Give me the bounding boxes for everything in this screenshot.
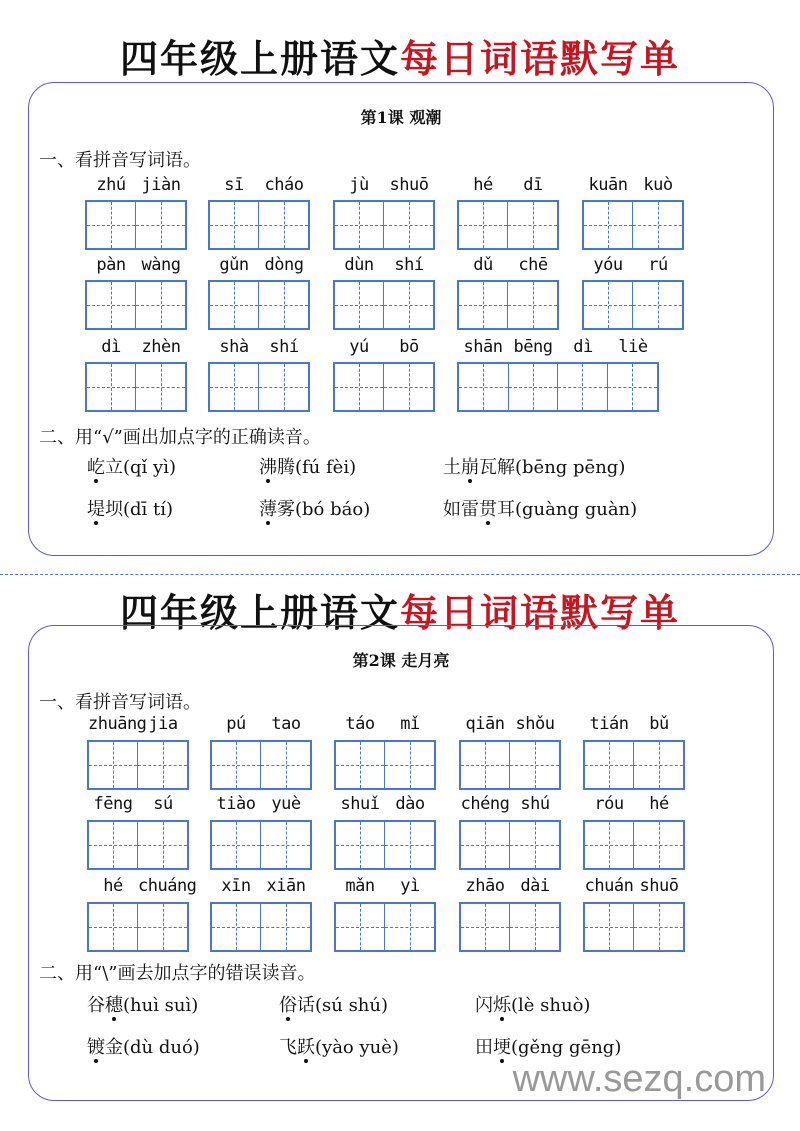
dotted-character: 屹 bbox=[87, 457, 105, 478]
grid-cell[interactable] bbox=[508, 282, 557, 328]
pinyin-label: jiàn bbox=[141, 175, 181, 195]
grid-cell[interactable] bbox=[87, 364, 136, 410]
grid-cell[interactable] bbox=[459, 282, 508, 328]
dotted-character: 堤 bbox=[87, 499, 105, 520]
writing-grid[interactable] bbox=[459, 820, 561, 870]
grid-cell[interactable] bbox=[384, 202, 433, 248]
pinyin-label: rú bbox=[648, 255, 668, 275]
grid-cell[interactable] bbox=[384, 364, 433, 410]
item-text: 谷 bbox=[87, 995, 105, 1016]
pinyin-label: shǒu bbox=[515, 714, 555, 734]
writing-grid[interactable] bbox=[334, 902, 436, 952]
section-heading-2: 二、用“\”画去加点字的错误读音。 bbox=[39, 963, 316, 984]
grid-cell[interactable] bbox=[261, 822, 310, 868]
grid-cell[interactable] bbox=[259, 202, 308, 248]
dotted-character: 沸 bbox=[259, 457, 277, 478]
pinyin-label: mǐ bbox=[400, 714, 420, 734]
pinyin-label: kuān bbox=[588, 175, 628, 195]
pinyin-label: dào bbox=[395, 794, 425, 814]
grid-cell[interactable] bbox=[261, 904, 310, 950]
grid-cell[interactable] bbox=[510, 822, 559, 868]
item-text: 土 bbox=[443, 457, 461, 478]
pinyin-label: shí bbox=[394, 255, 424, 275]
pronunciation-item[interactable] bbox=[475, 1033, 621, 1059]
writing-grid[interactable] bbox=[208, 200, 310, 250]
pinyin-label: shú bbox=[520, 794, 550, 814]
grid-cell[interactable] bbox=[261, 742, 310, 788]
grid-cell[interactable] bbox=[633, 202, 682, 248]
pinyin-label: shí bbox=[269, 337, 299, 357]
pinyin-label: dì bbox=[573, 337, 593, 357]
item-pinyin-options: (huì suì) bbox=[123, 995, 199, 1016]
pinyin-label: shān bbox=[463, 337, 503, 357]
title-red: 每日词语默写单 bbox=[400, 591, 681, 635]
grid-cell[interactable] bbox=[335, 202, 384, 248]
pinyin-label: wàng bbox=[141, 255, 181, 275]
grid-cell[interactable] bbox=[87, 282, 136, 328]
title-black: 四年级上册语文 bbox=[119, 591, 400, 635]
grid-cell[interactable] bbox=[259, 282, 308, 328]
grid-cell[interactable] bbox=[138, 904, 187, 950]
lesson-1-panel bbox=[28, 82, 774, 556]
pronunciation-item[interactable] bbox=[87, 495, 173, 521]
grid-cell[interactable] bbox=[634, 742, 683, 788]
dotted-character: 烁 bbox=[493, 995, 511, 1016]
pinyin-label: gǔn bbox=[219, 255, 249, 275]
item-pinyin-options: (gěng gēng) bbox=[511, 1037, 622, 1058]
pinyin-label: yóu bbox=[593, 255, 623, 275]
grid-cell[interactable] bbox=[335, 282, 384, 328]
pinyin-label: sī bbox=[224, 175, 244, 195]
item-text: 闪 bbox=[475, 995, 493, 1016]
pinyin-label: bǔ bbox=[649, 714, 669, 734]
grid-cell[interactable] bbox=[608, 364, 658, 410]
writing-grid[interactable] bbox=[85, 362, 187, 412]
writing-grid[interactable] bbox=[583, 820, 685, 870]
grid-cell[interactable] bbox=[210, 202, 259, 248]
grid-cell[interactable] bbox=[584, 202, 633, 248]
grid-cell[interactable] bbox=[633, 282, 682, 328]
pinyin-label: bō bbox=[399, 337, 419, 357]
dotted-character: 贯 bbox=[479, 499, 497, 520]
writing-grid[interactable] bbox=[334, 740, 436, 790]
item-text: 田 bbox=[475, 1037, 493, 1058]
pinyin-label: dùn bbox=[344, 255, 374, 275]
writing-grid[interactable] bbox=[210, 820, 312, 870]
writing-grid[interactable] bbox=[333, 200, 435, 250]
grid-cell[interactable] bbox=[136, 282, 185, 328]
pinyin-label: yuè bbox=[271, 794, 301, 814]
pinyin-label: cháo bbox=[264, 175, 304, 195]
writing-grid[interactable] bbox=[208, 362, 310, 412]
grid-cell[interactable] bbox=[585, 904, 634, 950]
writing-grid[interactable] bbox=[457, 280, 559, 330]
pinyin-label: zhú bbox=[96, 175, 126, 195]
grid-cell[interactable] bbox=[136, 202, 185, 248]
pinyin-label: xiān bbox=[266, 876, 306, 896]
dotted-character: 跃 bbox=[297, 1037, 315, 1058]
pinyin-label: chuáng bbox=[138, 876, 197, 896]
divider bbox=[0, 574, 800, 575]
pinyin-label: bēng bbox=[513, 337, 553, 357]
grid-cell[interactable] bbox=[136, 364, 185, 410]
writing-grid[interactable] bbox=[87, 740, 189, 790]
page-title bbox=[0, 28, 800, 83]
item-pinyin-options: 瓦解(bēng pēng) bbox=[479, 457, 626, 478]
pronunciation-item[interactable] bbox=[259, 495, 370, 521]
grid-cell[interactable] bbox=[385, 742, 434, 788]
grid-cell[interactable] bbox=[212, 742, 261, 788]
dotted-character: 穗 bbox=[105, 995, 123, 1016]
pinyin-label: kuò bbox=[643, 175, 673, 195]
pinyin-label: xīn bbox=[221, 876, 251, 896]
pronunciation-item[interactable] bbox=[475, 991, 590, 1017]
pronunciation-item[interactable] bbox=[259, 453, 356, 479]
pinyin-label: róu bbox=[594, 794, 624, 814]
grid-cell[interactable] bbox=[509, 364, 559, 410]
writing-grid[interactable] bbox=[583, 740, 685, 790]
pinyin-label: dì bbox=[101, 337, 121, 357]
writing-grid[interactable] bbox=[459, 740, 561, 790]
item-pinyin-options: 坝(dī tí) bbox=[105, 499, 174, 520]
pinyin-label: chéng bbox=[460, 794, 510, 814]
pinyin-label: tao bbox=[271, 714, 301, 734]
pinyin-label: zhèn bbox=[141, 337, 181, 357]
pinyin-label: mǎn bbox=[345, 876, 375, 896]
grid-cell[interactable] bbox=[634, 822, 683, 868]
pinyin-label: pú bbox=[226, 714, 246, 734]
pronunciation-item[interactable] bbox=[443, 453, 625, 479]
grid-cell[interactable] bbox=[259, 364, 308, 410]
pinyin-label: dài bbox=[520, 876, 550, 896]
grid-cell[interactable] bbox=[510, 742, 559, 788]
title-red: 每日词语默写单 bbox=[400, 37, 681, 81]
grid-cell[interactable] bbox=[461, 742, 510, 788]
grid-cell[interactable] bbox=[336, 822, 385, 868]
grid-cell[interactable] bbox=[461, 822, 510, 868]
pinyin-label: fēng bbox=[93, 794, 133, 814]
pinyin-label: sú bbox=[153, 794, 173, 814]
writing-grid[interactable] bbox=[459, 902, 561, 952]
pinyin-label: pàn bbox=[96, 255, 126, 275]
writing-grid[interactable] bbox=[333, 280, 435, 330]
grid-cell[interactable] bbox=[510, 904, 559, 950]
pinyin-label: zhuāng bbox=[88, 714, 147, 734]
pinyin-label: shuō bbox=[389, 175, 429, 195]
item-pinyin-options: 话(sú shú) bbox=[297, 995, 389, 1016]
item-pinyin-options: 金(dù duó) bbox=[105, 1037, 200, 1058]
grid-cell[interactable] bbox=[89, 822, 138, 868]
writing-grid[interactable] bbox=[333, 362, 435, 412]
title-black: 四年级上册语文 bbox=[119, 37, 400, 81]
grid-cell[interactable] bbox=[584, 282, 633, 328]
writing-grid[interactable] bbox=[85, 200, 187, 250]
writing-grid[interactable] bbox=[457, 200, 559, 250]
writing-grid[interactable] bbox=[582, 280, 684, 330]
writing-grid[interactable] bbox=[582, 200, 684, 250]
grid-cell[interactable] bbox=[210, 282, 259, 328]
writing-grid[interactable] bbox=[457, 362, 659, 412]
pinyin-label: hé bbox=[103, 876, 123, 896]
pinyin-label: chē bbox=[518, 255, 548, 275]
pinyin-label: qiān bbox=[465, 714, 505, 734]
grid-cell[interactable] bbox=[558, 364, 608, 410]
pinyin-label: liè bbox=[618, 337, 648, 357]
pinyin-label: chuán bbox=[584, 876, 634, 896]
grid-cell[interactable] bbox=[138, 822, 187, 868]
grid-cell[interactable] bbox=[335, 364, 384, 410]
pronunciation-item[interactable] bbox=[87, 991, 198, 1017]
pinyin-label: shuǐ bbox=[340, 794, 380, 814]
item-pinyin-options: 雾(bó báo) bbox=[277, 499, 371, 520]
item-pinyin-options: 立(qǐ yì) bbox=[105, 457, 176, 478]
item-text: 如雷 bbox=[443, 499, 479, 520]
grid-cell[interactable] bbox=[336, 904, 385, 950]
grid-cell[interactable] bbox=[384, 282, 433, 328]
pinyin-label: tiào bbox=[216, 794, 256, 814]
pinyin-label: dī bbox=[523, 175, 543, 195]
writing-grid[interactable] bbox=[87, 902, 189, 952]
pinyin-label: dòng bbox=[264, 255, 304, 275]
pinyin-label: shà bbox=[219, 337, 249, 357]
grid-cell[interactable] bbox=[87, 202, 136, 248]
pinyin-label: yì bbox=[400, 876, 420, 896]
grid-cell[interactable] bbox=[634, 904, 683, 950]
pronunciation-item[interactable] bbox=[87, 1033, 200, 1059]
pinyin-label: jia bbox=[148, 714, 178, 734]
grid-cell[interactable] bbox=[336, 742, 385, 788]
writing-grid[interactable] bbox=[87, 820, 189, 870]
dotted-character: 崩 bbox=[461, 457, 479, 478]
pronunciation-item[interactable] bbox=[279, 991, 388, 1017]
dotted-character: 埂 bbox=[493, 1037, 511, 1058]
dotted-character: 薄 bbox=[259, 499, 277, 520]
grid-cell[interactable] bbox=[585, 742, 634, 788]
grid-cell[interactable] bbox=[210, 364, 259, 410]
item-pinyin-options: (yào yuè) bbox=[315, 1037, 399, 1058]
writing-grid[interactable] bbox=[208, 280, 310, 330]
grid-cell[interactable] bbox=[461, 904, 510, 950]
pinyin-label: hé bbox=[473, 175, 493, 195]
section-heading-2: 二、用“√”画出加点字的正确读音。 bbox=[39, 427, 321, 448]
grid-cell[interactable] bbox=[459, 202, 508, 248]
item-pinyin-options: (lè shuò) bbox=[511, 995, 591, 1016]
pronunciation-item[interactable] bbox=[443, 495, 637, 521]
lesson-2-panel bbox=[28, 625, 774, 1101]
grid-cell[interactable] bbox=[585, 822, 634, 868]
writing-grid[interactable] bbox=[583, 902, 685, 952]
item-pinyin-options: 腾(fú fèi) bbox=[277, 457, 357, 478]
dotted-character: 镀 bbox=[87, 1037, 105, 1058]
writing-grid[interactable] bbox=[210, 902, 312, 952]
pinyin-label: táo bbox=[345, 714, 375, 734]
section-heading-1: 一、看拼音写词语。 bbox=[39, 692, 201, 713]
section-heading-1: 一、看拼音写词语。 bbox=[39, 150, 201, 171]
writing-grid[interactable] bbox=[85, 280, 187, 330]
writing-grid[interactable] bbox=[334, 820, 436, 870]
grid-cell[interactable] bbox=[385, 822, 434, 868]
pinyin-label: jù bbox=[349, 175, 369, 195]
pinyin-label: hé bbox=[649, 794, 669, 814]
grid-cell[interactable] bbox=[508, 202, 557, 248]
item-text: 飞 bbox=[279, 1037, 297, 1058]
lesson-title: 第2课 走月亮 bbox=[352, 651, 450, 670]
dotted-character: 俗 bbox=[279, 995, 297, 1016]
pronunciation-item[interactable] bbox=[279, 1033, 399, 1059]
grid-cell[interactable] bbox=[459, 364, 509, 410]
item-pinyin-options: 耳(guàng guàn) bbox=[497, 499, 638, 520]
grid-cell[interactable] bbox=[138, 742, 187, 788]
pinyin-label: dǔ bbox=[473, 255, 493, 275]
watermark: www.sezq.com bbox=[512, 1058, 766, 1100]
pinyin-label: shuō bbox=[639, 876, 679, 896]
writing-grid[interactable] bbox=[210, 740, 312, 790]
grid-cell[interactable] bbox=[89, 904, 138, 950]
pinyin-label: tián bbox=[589, 714, 629, 734]
lesson-title: 第1课 观潮 bbox=[360, 108, 442, 127]
grid-cell[interactable] bbox=[385, 904, 434, 950]
grid-cell[interactable] bbox=[212, 822, 261, 868]
grid-cell[interactable] bbox=[89, 742, 138, 788]
pinyin-label: yú bbox=[349, 337, 369, 357]
pronunciation-item[interactable] bbox=[87, 453, 176, 479]
grid-cell[interactable] bbox=[212, 904, 261, 950]
pinyin-label: zhāo bbox=[465, 876, 505, 896]
